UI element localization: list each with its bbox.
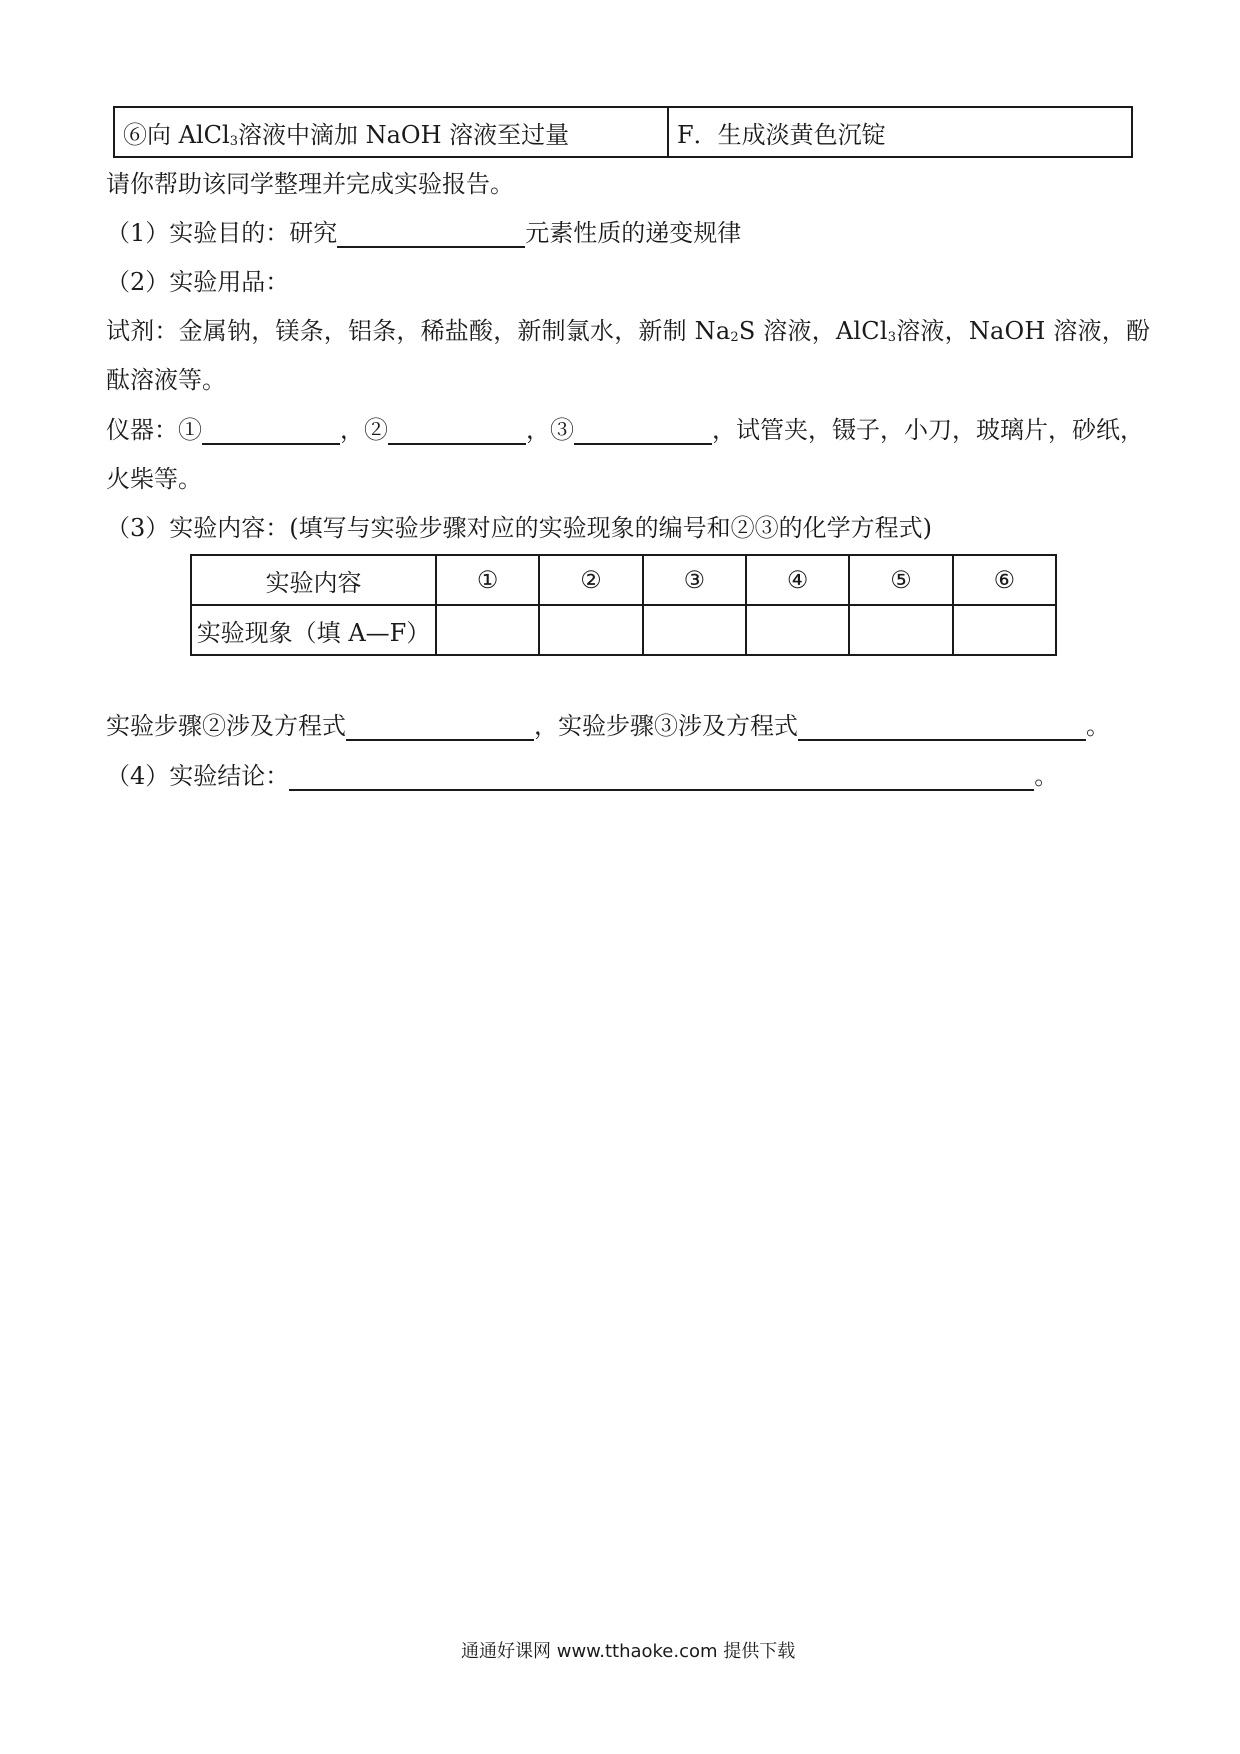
instruments-text: ，试管夹，镊子，小刀，玻璃片，砂纸， [712, 416, 1144, 444]
step-header: ① [436, 555, 539, 605]
reagents-line-2: 酞溶液等。 [106, 366, 226, 394]
instrument-blank-2[interactable] [388, 417, 526, 445]
q1-suffix: 元素性质的递变规律 [525, 219, 742, 247]
q4-prefix: （4）实验结论： [106, 762, 290, 790]
intro-text: 请你帮助该同学整理并完成实验报告。 [106, 170, 514, 198]
reaction-table-continued [113, 106, 1133, 158]
table-row [114, 107, 1132, 157]
question-3-heading: （3）实验内容：(填写与实验步骤对应的实验现象的编号和②③的化学方程式) [106, 514, 932, 542]
subscript: 3 [229, 133, 238, 149]
instruments-text: 仪器：① [106, 416, 202, 444]
step-header: ② [539, 555, 642, 605]
table-row [191, 555, 1056, 605]
step-header: ⑤ [849, 555, 952, 605]
reagents-text: S 溶液，AlCl [738, 317, 888, 345]
equation-label: ，实验步骤③涉及方程式 [534, 712, 798, 740]
table-cell-step-6 [114, 107, 668, 157]
subscript: 2 [730, 330, 739, 345]
results-table [190, 554, 1057, 656]
question-2-heading: （2）实验用品： [106, 268, 290, 296]
cell-text: 溶液中滴加 NaOH 溶液至过量 [237, 120, 570, 149]
answer-cell[interactable] [953, 605, 1056, 655]
instruments-text: ，③ [526, 416, 574, 444]
equations-line [106, 712, 1110, 741]
header-experiment-content: 实验内容 [191, 555, 436, 605]
conclusion-blank[interactable] [289, 763, 1034, 791]
answer-cell[interactable] [643, 605, 746, 655]
instruments-line [106, 416, 1144, 445]
period: 。 [1034, 762, 1059, 790]
reagents-text: 溶液，NaOH 溶液，酚 [896, 317, 1151, 345]
answer-cell[interactable] [849, 605, 952, 655]
table-cell-observation-f: F．生成淡黄色沉锭 [668, 107, 1132, 157]
subscript: 3 [887, 330, 897, 345]
table-row [191, 605, 1056, 655]
reagents-text: 试剂：金属钠，镁条，铝条，稀盐酸，新制氯水，新制 Na [106, 317, 731, 345]
period: 。 [1086, 712, 1110, 740]
step-header: ⑥ [953, 555, 1056, 605]
question-1 [106, 219, 741, 248]
equation-blank-step-2[interactable] [346, 713, 534, 741]
instrument-blank-1[interactable] [202, 417, 340, 445]
answer-cell[interactable] [746, 605, 849, 655]
cell-text: ⑥向 AlCl [123, 120, 230, 149]
question-4 [106, 762, 1058, 791]
step-header: ③ [643, 555, 746, 605]
answer-cell[interactable] [436, 605, 539, 655]
instrument-blank-3[interactable] [574, 417, 712, 445]
instruments-text: ，② [340, 416, 388, 444]
answer-blank-element[interactable] [337, 220, 525, 248]
equation-label: 实验步骤②涉及方程式 [106, 712, 346, 740]
header-experiment-phenomenon: 实验现象（填 A—F） [191, 605, 436, 655]
reagents-line [106, 317, 1150, 346]
footer-text: 通通好课网 www.tthaoke.com 提供下载 [461, 1641, 796, 1662]
equation-blank-step-3[interactable] [798, 713, 1086, 741]
step-header: ④ [746, 555, 849, 605]
q1-prefix: （1）实验目的：研究 [106, 219, 338, 247]
instruments-line-2: 火柴等。 [106, 465, 202, 493]
answer-cell[interactable] [539, 605, 642, 655]
